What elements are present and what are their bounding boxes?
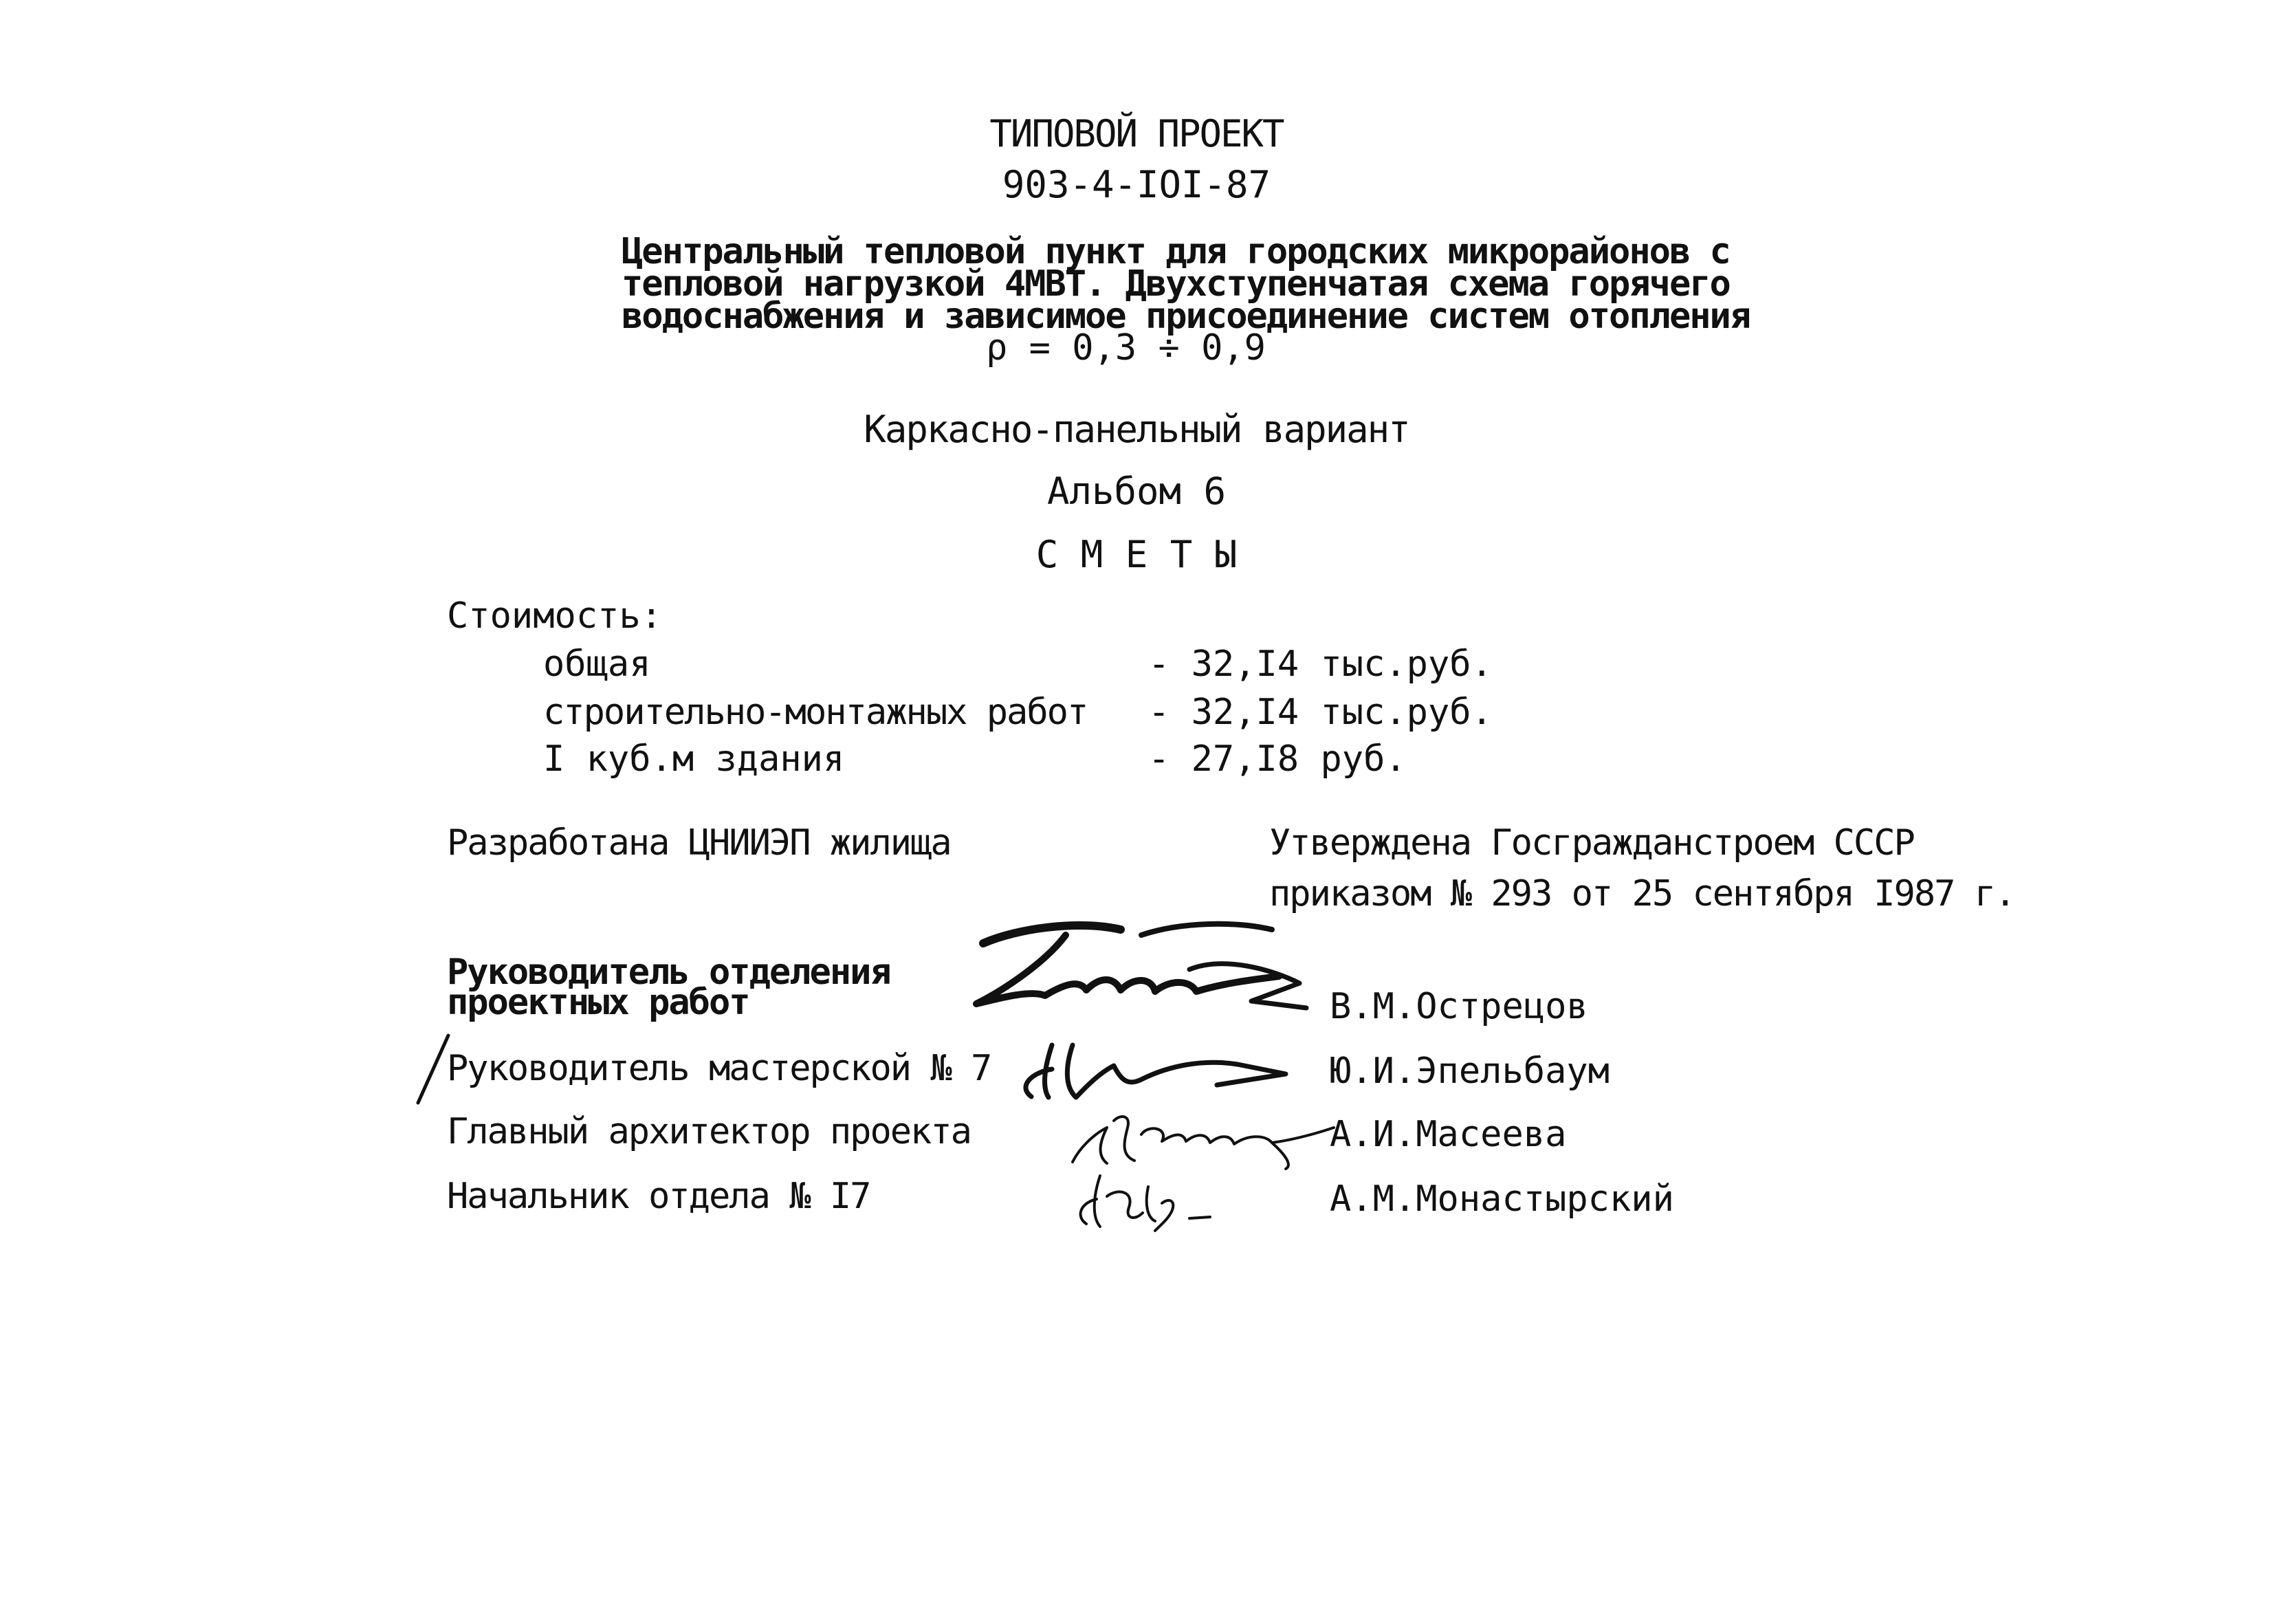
document-title: ТИПОВОЙ ПРОЕКТ: [989, 112, 1284, 155]
signatory-role: Руководитель мастерской № 7: [447, 1048, 991, 1089]
cost-row-label: строительно-монтажных работ: [543, 692, 1088, 733]
project-code: 903-4-IOI-87: [1002, 163, 1271, 206]
approval-line-1: Утверждена Госгражданстроем СССР: [1269, 822, 1914, 864]
description-line-2: тепловой нагрузкой 4МВТ. Двухступенчатая схема горячего: [622, 263, 1730, 305]
description-line-3: водоснабжения и зависимое присоединение систем отопления: [622, 296, 1750, 337]
cost-heading: Стоимость:: [447, 595, 663, 637]
signatory-role: Главный архитектор проекта: [447, 1111, 971, 1152]
cost-row-label: общая: [543, 644, 651, 685]
signatory-name: В.М.Острецов: [1330, 986, 1588, 1027]
cost-row-value: - 32,I4 тыс.руб.: [1148, 644, 1493, 685]
album-label: Альбом 6: [1046, 470, 1227, 513]
signatory-role-cont: проектных работ: [447, 982, 749, 1023]
signatory-name: А.И.Масеева: [1330, 1114, 1567, 1155]
cost-row-value: - 32,I4 тыс.руб.: [1148, 692, 1493, 733]
handwritten-slash-mark: [413, 1031, 454, 1107]
signature-1: [963, 914, 1320, 1031]
signatory-role: Начальник отдела № I7: [447, 1176, 870, 1217]
cost-row-label: I куб.м здания: [543, 738, 845, 780]
signatory-name: А.М.Монастырский: [1330, 1178, 1674, 1220]
cost-row-value: - 27,I8 руб.: [1148, 738, 1407, 780]
section-title: С М Е Т Ы: [1035, 533, 1238, 576]
approval-line-2: приказом № 293 от 25 сентября I987 г.: [1269, 873, 2015, 914]
signatory-name: Ю.И.Эпельбаум: [1330, 1051, 1610, 1092]
signatory-role: Руководитель отделения: [447, 952, 890, 993]
description-formula: ρ = 0,3 ÷ 0,9: [986, 327, 1266, 369]
description-line-1: Центральный тепловой пункт для городских микрорайонов с: [622, 231, 1730, 272]
signature-4: [1066, 1155, 1231, 1238]
variant-label: Каркасно-панельный вариант: [864, 408, 1409, 451]
developed-by: Разработана ЦНИИЭП жилища: [447, 822, 951, 864]
signature-2: [1011, 1031, 1299, 1107]
